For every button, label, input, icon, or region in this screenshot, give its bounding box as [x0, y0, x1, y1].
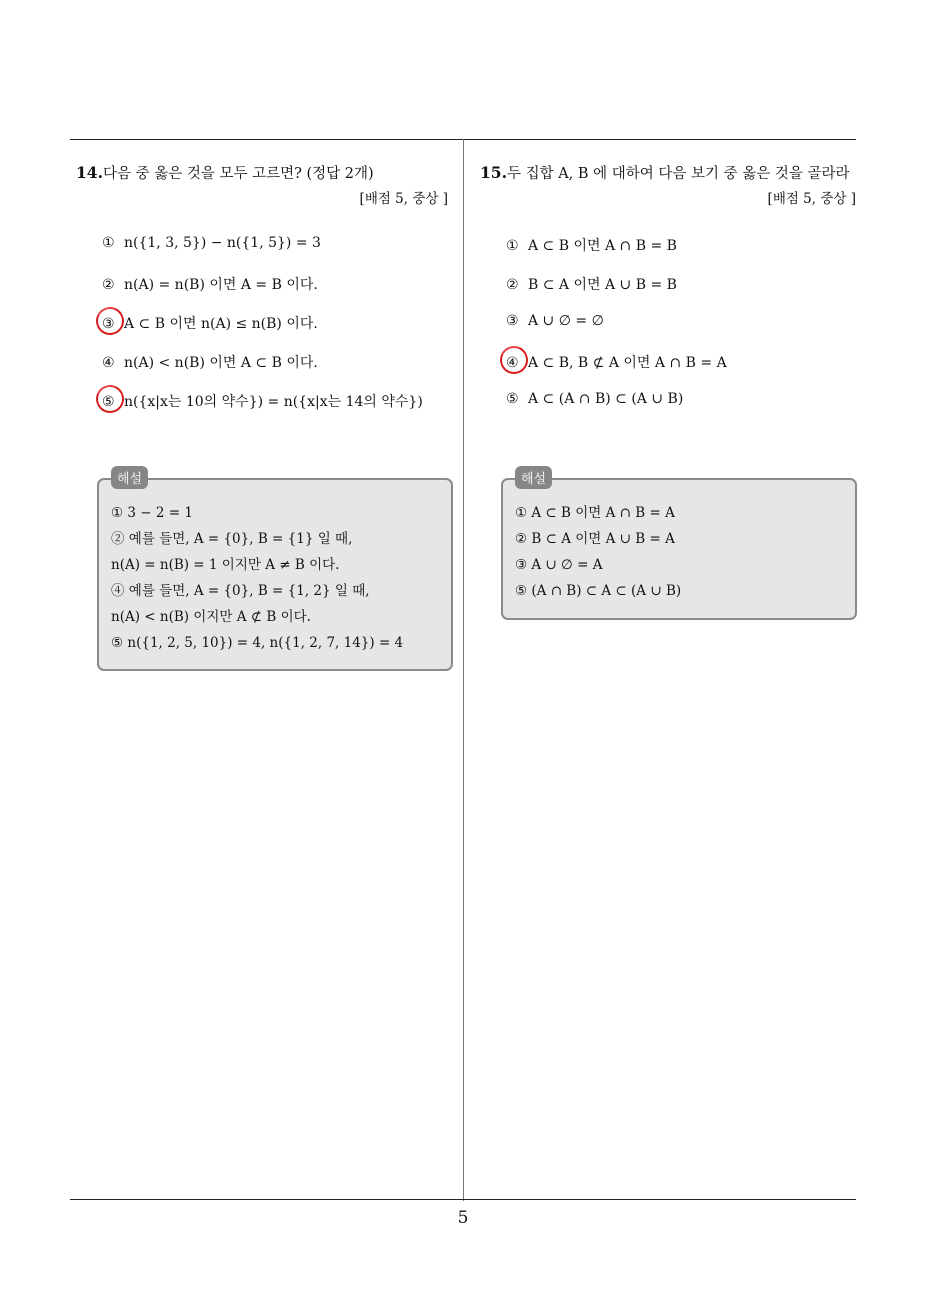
question-14-options — [102, 235, 448, 430]
solution-lines — [99, 480, 451, 666]
option-number: ⑤ — [102, 394, 115, 410]
bottom-rule — [70, 1199, 856, 1200]
question-15-options — [506, 235, 856, 430]
question-15-text: 두 집합 A, B 에 대하여 다음 보기 중 옳은 것을 골라라 — [506, 166, 850, 182]
option-number: ④ — [102, 355, 115, 371]
solution-line: ④ 예를 들면, A = {0}, B = {1, 2} 일 때, — [111, 583, 370, 599]
option-number: ③ — [102, 316, 115, 332]
solution-lines — [503, 480, 855, 614]
option-number: ① — [506, 238, 519, 254]
solution-line: n(A) = n(B) = 1 이지만 A ≠ B 이다. — [111, 557, 340, 573]
option-1[interactable] — [506, 235, 856, 274]
option-2[interactable] — [506, 274, 856, 313]
option-2[interactable] — [102, 274, 448, 313]
solution-line: ③ A ∪ ∅ = A — [515, 557, 603, 573]
question-14-header — [76, 162, 448, 185]
solution-line: ⑤ (A ∩ B) ⊂ A ⊂ (A ∪ B) — [515, 583, 682, 599]
question-15-solution-box — [501, 472, 857, 620]
option-text: A ∪ ∅ = ∅ — [528, 313, 604, 329]
option-number: ① — [102, 235, 115, 251]
question-14-text: 다음 중 옳은 것을 모두 고르면? (정답 2개) — [102, 166, 374, 182]
solution-line: ① A ⊂ B 이면 A ∩ B = A — [515, 505, 675, 521]
option-1[interactable] — [102, 235, 448, 274]
option-text: n(A) < n(B) 이면 A ⊂ B 이다. — [124, 355, 318, 371]
question-15 — [480, 162, 856, 430]
option-text: B ⊂ A 이면 A ∪ B = B — [528, 277, 677, 293]
question-15-score: [배점 5, 중상 ] — [767, 191, 856, 207]
option-text: n({x|x는 10의 약수}) = n({x|x는 14의 약수}) — [124, 394, 423, 410]
option-5[interactable] — [102, 391, 448, 430]
option-number: ③ — [506, 313, 519, 329]
option-5[interactable] — [506, 391, 856, 430]
solution-line: n(A) < n(B) 이지만 A ⊄ B 이다. — [111, 609, 311, 625]
option-3[interactable] — [102, 313, 448, 352]
question-14-solution-box — [97, 472, 453, 671]
question-15-header — [480, 162, 856, 185]
question-14 — [76, 162, 448, 430]
option-text: A ⊂ (A ∩ B) ⊂ (A ∪ B) — [528, 391, 684, 407]
option-number: ⑤ — [506, 391, 519, 407]
option-number: ② — [506, 277, 519, 293]
question-14-number: 14. — [76, 163, 103, 182]
option-number: ② — [102, 277, 115, 293]
option-4[interactable] — [102, 352, 448, 391]
solution-line: ② B ⊂ A 이면 A ∪ B = A — [515, 531, 675, 547]
option-text: A ⊂ B, B ⊄ A 이면 A ∩ B = A — [528, 355, 727, 371]
solution-line: ① 3 − 2 = 1 — [111, 505, 193, 521]
solution-label: 해설 — [111, 466, 148, 489]
option-text: n(A) = n(B) 이면 A = B 이다. — [124, 277, 318, 293]
option-number: ④ — [506, 355, 519, 371]
question-15-number: 15. — [480, 163, 507, 182]
solution-line: ② 예를 들면, A = {0}, B = {1} 일 때, — [111, 531, 353, 547]
option-3[interactable] — [506, 313, 856, 352]
question-14-score: [배점 5, 중상 ] — [359, 191, 448, 207]
solution-line: ⑤ n({1, 2, 5, 10}) = 4, n({1, 2, 7, 14}) = 4 — [111, 635, 404, 651]
option-text: A ⊂ B 이면 A ∩ B = B — [528, 238, 677, 254]
page-number: 5 — [457, 1208, 469, 1228]
option-text: A ⊂ B 이면 n(A) ≤ n(B) 이다. — [124, 316, 318, 332]
solution-label: 해설 — [515, 466, 552, 489]
option-text: n({1, 3, 5}) − n({1, 5}) = 3 — [124, 235, 321, 251]
column-divider — [463, 139, 464, 1201]
option-4[interactable] — [506, 352, 856, 391]
